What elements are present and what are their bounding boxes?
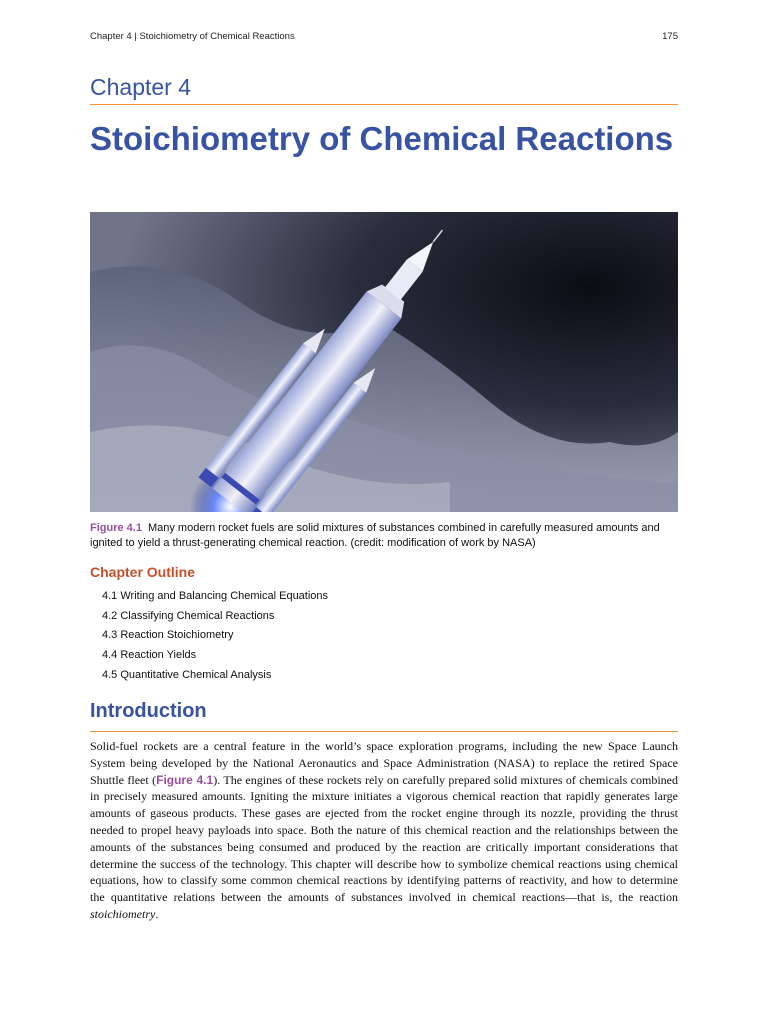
figure-caption	[90, 521, 678, 551]
outline-item[interactable]: 4.1 Writing and Balancing Chemical Equations	[102, 590, 329, 602]
stoichiometry-term: stoichiometry	[90, 906, 156, 921]
chapter-outline-list	[102, 589, 328, 687]
page-number: 175	[662, 31, 678, 42]
intro-text-start: Solid-fuel rockets are a central feature in the world’s space exploration programs, including the new Space Launch System being developed by the National Aeronautics and Space Administration (NASA) to replace the retired Space Shuttle fleet (	[90, 739, 678, 787]
outline-item[interactable]: 4.2 Classifying Chemical Reactions	[102, 609, 275, 622]
rocket-launch-figure	[90, 212, 678, 512]
intro-text-main: ). The engines of these rockets rely on carefully prepared solid mixtures of chemicals combined in precisely measured amounts. Igniting the mixture initiates a vigorous chemical reaction that rapidly generates large amounts of gaseous products. These gases are ejected from the rocket engine through its nozzle, providing the thrust needed to propel heavy payloads into space. Both the nature of this chemical reaction and the relationships between the amounts of the substances being consumed and produced by the reaction are critically important considerations that determine the success of the technology. This chapter will describe how to symbolize chemical reactions using chemical equations, how to classify some common chemical reactions by identifying patterns of reactivity, and how to determine the quantitative relations between the amounts of substances involved in chemical reactions—that is, the reaction	[90, 772, 678, 905]
chapter-label: Chapter 4	[90, 74, 192, 100]
caption-text: Many modern rocket fuels are solid mixtures of substances combined in carefully measured amounts and ignited to yield a thrust-generating chemical reaction. (credit: modification of work by NASA)	[90, 522, 660, 549]
figure-label: Figure 4.1	[90, 522, 142, 534]
chapter-divider	[90, 104, 678, 105]
chapter-outline-heading: Chapter Outline	[90, 564, 196, 580]
introduction-heading: Introduction	[90, 700, 207, 722]
introduction-divider	[90, 731, 678, 732]
intro-text-end: .	[155, 906, 159, 921]
introduction-paragraph	[90, 738, 678, 923]
running-header	[90, 31, 678, 42]
running-title: Chapter 4 | Stoichiometry of Chemical Reactions	[90, 31, 295, 42]
figure-4-1-link[interactable]: Figure 4.1	[156, 772, 214, 787]
chapter-title: Stoichiometry of Chemical Reactions	[90, 120, 674, 157]
outline-item[interactable]: 4.3 Reaction Stoichiometry	[102, 629, 234, 642]
outline-item[interactable]: 4.5 Quantitative Chemical Analysis	[102, 668, 272, 681]
outline-item[interactable]: 4.4 Reaction Yields	[102, 649, 197, 662]
